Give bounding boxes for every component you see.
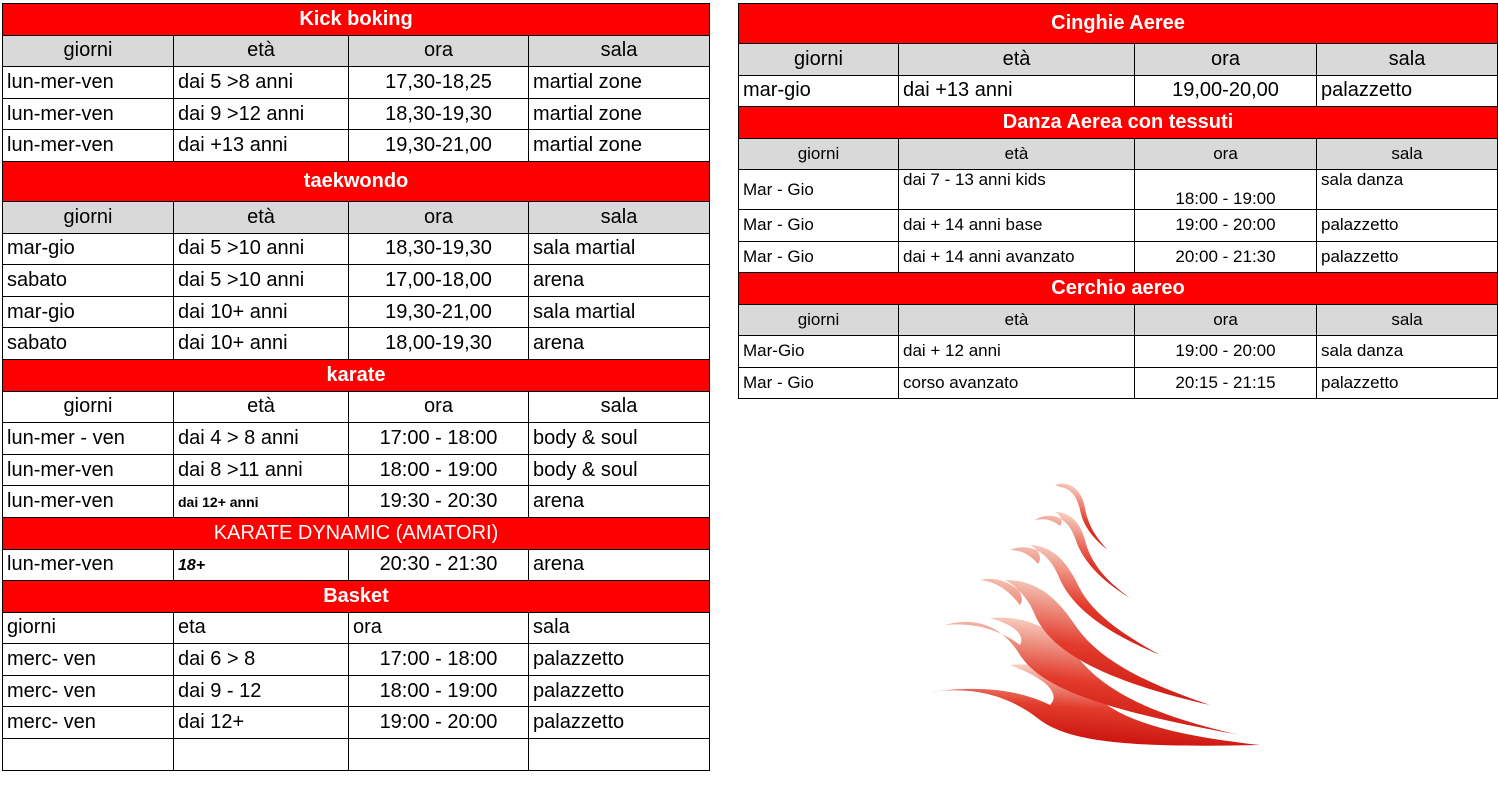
left-schedule-table <box>2 3 710 771</box>
taekwondo-title: taekwondo <box>3 161 710 201</box>
cell-sala: arena <box>529 328 710 360</box>
empty-cell <box>349 739 529 771</box>
cell-sala: arena <box>529 486 710 518</box>
table-row <box>739 170 1498 210</box>
cell-ora: 18,00-19,30 <box>349 328 529 360</box>
cell-eta: dai 5 >10 anni <box>174 265 349 297</box>
table-row <box>3 644 710 676</box>
empty-row <box>3 739 710 771</box>
col-header-giorni: giorni <box>739 44 899 76</box>
table-row <box>3 233 710 265</box>
col-header-sala: sala <box>1317 44 1498 76</box>
cell-eta: dai 7 - 13 anni kids <box>899 170 1135 210</box>
table-row <box>739 241 1498 273</box>
cell-eta <box>174 549 349 581</box>
cell-sala: arena <box>529 549 710 581</box>
cell-ora: 17:00 - 18:00 <box>349 423 529 455</box>
cerchio-title: Cerchio aereo <box>739 273 1498 305</box>
col-header-eta: età <box>174 201 349 233</box>
cell-giorni: lun-mer-ven <box>3 486 174 518</box>
empty-cell <box>529 739 710 771</box>
cell-eta: dai 5 >10 anni <box>174 233 349 265</box>
cell-giorni: mar-gio <box>3 296 174 328</box>
cell-eta: dai 4 > 8 anni <box>174 423 349 455</box>
cell-ora: 17,30-18,25 <box>349 67 529 99</box>
cell-giorni: Mar - Gio <box>739 170 899 210</box>
danza-title: Danza Aerea con tessuti <box>739 107 1498 139</box>
cell-sala: sala martial <box>529 296 710 328</box>
cell-ora: 18:00 - 19:00 <box>349 675 529 707</box>
cell-sala: palazzetto <box>1317 241 1498 273</box>
cell-eta: dai + 14 anni base <box>899 210 1135 242</box>
eta-bold-text: dai 12+ anni <box>178 494 259 511</box>
col-header-giorni: giorni <box>3 391 174 423</box>
cell-sala: martial zone <box>529 67 710 99</box>
cell-eta: dai + 14 anni avanzato <box>899 241 1135 273</box>
col-header-giorni: giorni <box>3 35 174 67</box>
cell-sala: body & soul <box>529 423 710 455</box>
table-row <box>3 675 710 707</box>
col-header-ora: ora <box>349 201 529 233</box>
cell-sala: sala danza <box>1317 336 1498 368</box>
col-header-giorni: giorni <box>3 612 174 644</box>
cell-giorni: lun-mer-ven <box>3 454 174 486</box>
cell-ora: 19,00-20,00 <box>1135 75 1317 107</box>
col-header-sala: sala <box>529 35 710 67</box>
col-header-ora: ora <box>349 391 529 423</box>
table-row <box>3 328 710 360</box>
table-row <box>739 75 1498 107</box>
cell-ora: 20:15 - 21:15 <box>1135 367 1317 399</box>
cell-ora: 20:00 - 21:30 <box>1135 241 1317 273</box>
col-header-eta: eta <box>174 612 349 644</box>
cell-sala: arena <box>529 265 710 297</box>
cell-sala: sala danza <box>1317 170 1498 210</box>
cell-giorni: lun-mer-ven <box>3 549 174 581</box>
col-header-eta: età <box>174 35 349 67</box>
cell-giorni: merc- ven <box>3 707 174 739</box>
cell-sala: palazzetto <box>529 644 710 676</box>
table-row <box>3 265 710 297</box>
karate-title: karate <box>3 359 710 391</box>
col-header-giorni: giorni <box>3 201 174 233</box>
eta-bold-italic-text: 18+ <box>178 557 206 575</box>
kick-title: Kick boking <box>3 4 710 36</box>
cell-sala: martial zone <box>529 130 710 162</box>
cell-ora: 19,30-21,00 <box>349 296 529 328</box>
table-row <box>739 336 1498 368</box>
table-row <box>3 423 710 455</box>
cell-eta: dai 12+ <box>174 707 349 739</box>
cell-ora: 19:00 - 20:00 <box>1135 336 1317 368</box>
table-row <box>3 549 710 581</box>
basket-title: Basket <box>3 581 710 613</box>
table-row <box>3 707 710 739</box>
col-header-eta: età <box>899 304 1135 336</box>
col-header-ora: ora <box>1135 304 1317 336</box>
cell-sala: palazzetto <box>1317 75 1498 107</box>
cell-eta: dai 6 > 8 <box>174 644 349 676</box>
col-header-sala: sala <box>1317 304 1498 336</box>
cell-giorni: Mar-Gio <box>739 336 899 368</box>
cell-ora: 18,30-19,30 <box>349 98 529 130</box>
cell-giorni: sabato <box>3 328 174 360</box>
cinghie-title: Cinghie Aeree <box>739 4 1498 44</box>
cell-giorni: Mar - Gio <box>739 241 899 273</box>
cell-ora: 18:00 - 19:00 <box>349 454 529 486</box>
cell-ora: 19:00 - 20:00 <box>349 707 529 739</box>
cell-ora: 20:30 - 21:30 <box>349 549 529 581</box>
cell-eta: dai 8 >11 anni <box>174 454 349 486</box>
cell-giorni: sabato <box>3 265 174 297</box>
table-row <box>3 67 710 99</box>
col-header-giorni: giorni <box>739 138 899 170</box>
cell-eta: corso avanzato <box>899 367 1135 399</box>
col-header-ora: ora <box>349 612 529 644</box>
cell-giorni: merc- ven <box>3 644 174 676</box>
cell-sala: sala martial <box>529 233 710 265</box>
col-header-sala: sala <box>529 201 710 233</box>
flame-logo-icon <box>920 480 1270 750</box>
cell-giorni: lun-mer-ven <box>3 130 174 162</box>
table-row <box>3 296 710 328</box>
cell-eta: dai 5 >8 anni <box>174 67 349 99</box>
cell-eta: dai 9 >12 anni <box>174 98 349 130</box>
col-header-ora: ora <box>1135 138 1317 170</box>
cell-eta: dai + 12 anni <box>899 336 1135 368</box>
cell-ora: 17:00 - 18:00 <box>349 644 529 676</box>
cell-giorni: lun-mer - ven <box>3 423 174 455</box>
table-row <box>739 210 1498 242</box>
cell-ora: 18,30-19,30 <box>349 233 529 265</box>
cell-ora: 19,30-21,00 <box>349 130 529 162</box>
table-row <box>3 454 710 486</box>
cell-giorni: mar-gio <box>3 233 174 265</box>
table-row <box>3 98 710 130</box>
dynamic-title: KARATE DYNAMIC (AMATORI) <box>3 517 710 549</box>
col-header-ora: ora <box>1135 44 1317 76</box>
cell-ora: 19:30 - 20:30 <box>349 486 529 518</box>
col-header-eta: età <box>174 391 349 423</box>
cell-giorni: Mar - Gio <box>739 210 899 242</box>
col-header-eta: età <box>899 44 1135 76</box>
empty-cell <box>174 739 349 771</box>
cell-eta: dai 9 - 12 <box>174 675 349 707</box>
cell-giorni: merc- ven <box>3 675 174 707</box>
cell-sala: palazzetto <box>1317 210 1498 242</box>
col-header-sala: sala <box>529 612 710 644</box>
col-header-sala: sala <box>1317 138 1498 170</box>
cell-giorni: Mar - Gio <box>739 367 899 399</box>
table-row <box>3 486 710 518</box>
right-schedule-table <box>738 3 1498 399</box>
table-row <box>739 367 1498 399</box>
col-header-eta: età <box>899 138 1135 170</box>
cell-sala: body & soul <box>529 454 710 486</box>
col-header-giorni: giorni <box>739 304 899 336</box>
cell-ora: 18:00 - 19:00 <box>1135 170 1317 210</box>
cell-eta: dai +13 anni <box>174 130 349 162</box>
cell-giorni: lun-mer-ven <box>3 67 174 99</box>
cell-eta: dai 10+ anni <box>174 296 349 328</box>
cell-sala: palazzetto <box>529 707 710 739</box>
col-header-sala: sala <box>529 391 710 423</box>
cell-sala: palazzetto <box>1317 367 1498 399</box>
table-row <box>3 130 710 162</box>
cell-giorni: mar-gio <box>739 75 899 107</box>
cell-ora: 17,00-18,00 <box>349 265 529 297</box>
cell-sala: martial zone <box>529 98 710 130</box>
cell-ora: 19:00 - 20:00 <box>1135 210 1317 242</box>
empty-cell <box>3 739 174 771</box>
cell-eta: dai 10+ anni <box>174 328 349 360</box>
cell-eta <box>174 486 349 518</box>
cell-giorni: lun-mer-ven <box>3 98 174 130</box>
col-header-ora: ora <box>349 35 529 67</box>
cell-eta: dai +13 anni <box>899 75 1135 107</box>
cell-sala: palazzetto <box>529 675 710 707</box>
